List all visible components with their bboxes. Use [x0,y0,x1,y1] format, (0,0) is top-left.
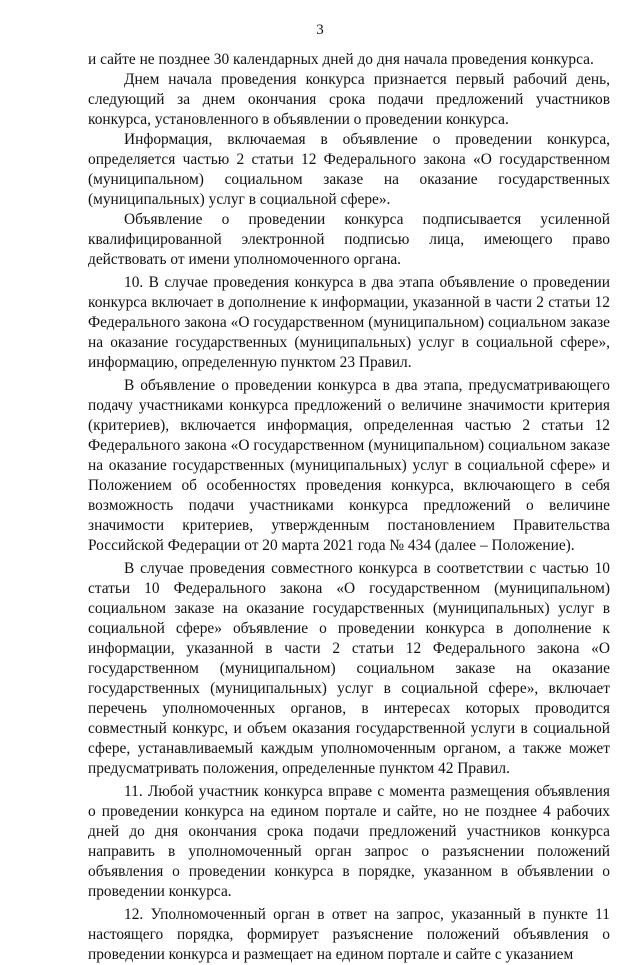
paragraph-item-12: 12. Уполномоченный орган в ответ на запрос, указанный в пункте 11 настоящего порядка, формирует разъяснение положений объявления о проведении конкурса и размещает на едином портале и сайте с указанием [88,906,610,963]
paragraph-two-stage-criteria: В объявление о проведении конкурса в два этапа, предусматривающего подачу участниками конкурса предложений о величине значимости критерия (критериев), включается информация, определенная частью 2 статьи 12 Федерального закона «О государственном (муниципальном) социальном заказе на оказание государственных (муниципальных) услуг в социальной сфере» и Положением об особенностях проведения конкурса, включающего в себя возможность подачи участниками конкурса предложений о величине значимости критериев, утвержденным постановлением Правительства Российской Федерации от 20 марта 2021 года № 434 (далее – Положение). [88,377,610,554]
paragraph-announcement-info: Информация, включаемая в объявление о проведении конкурса, определяется частью 2 статьи 12 Федерального закона «О государственном (муниципальном) социальном заказе на оказание государственных (муниципальных) услуг в социальной сфере». [88,131,610,208]
paragraph-continuation: и сайте не позднее 30 календарных дней до дня начала проведения конкурса. [88,51,594,68]
paragraph-item-11: 11. Любой участник конкурса вправе с момента размещения объявления о проведении конкурса на едином портале и сайте, но не позднее 4 рабочих дней до дня окончания срока подачи предложений участников конкурса направить в уполномоченный орган запрос о разъяснении положений объявления о проведении конкурса в порядке, указанном в объявлении о проведении конкурса. [88,783,610,900]
page-number: 3 [316,22,324,38]
paragraph-item-10: 10. В случае проведения конкурса в два этапа объявление о проведении конкурса включает в дополнение к информации, указанной в части 2 статьи 12 Федерального закона «О государственном (муниципальном) социальном заказе на оказание государственных (муниципальных) услуг в социальной сфере», информацию, определенную пунктом 23 Правил. [88,274,610,371]
document-body [88,50,610,965]
paragraph-contest-start-day: Днем начала проведения конкурса признается первый рабочий день, следующий за днем окончания срока подачи предложений участников конкурса, установленного в объявлении о проведении конкурса. [88,71,610,128]
paragraph-announcement-signature: Объявление о проведении конкурса подписывается усиленной квалифицированной электронной подписью лица, имеющего право действовать от имени уполномоченного органа. [88,211,610,268]
paragraph-joint-contest: В случае проведения совместного конкурса в соответствии с частью 10 статьи 10 Федерального закона «О государственном (муниципальном) социальном заказе на оказание государственных (муниципальных) услуг в социальной сфере» объявление о проведении конкурса в дополнение к информации, указанной в части 2 статьи 12 Федерального закона «О государственном (муниципальном) социальном заказе на оказание государственных (муниципальных) услуг в социальной сфере», включает перечень уполномоченных органов, в интересах которых проводится совместный конкурс, и объем оказания государственной услуги в социальной сфере, устанавливаемый каждым уполномоченным органом, а также может предусматривать положения, определенные пунктом 42 Правил. [88,560,610,777]
